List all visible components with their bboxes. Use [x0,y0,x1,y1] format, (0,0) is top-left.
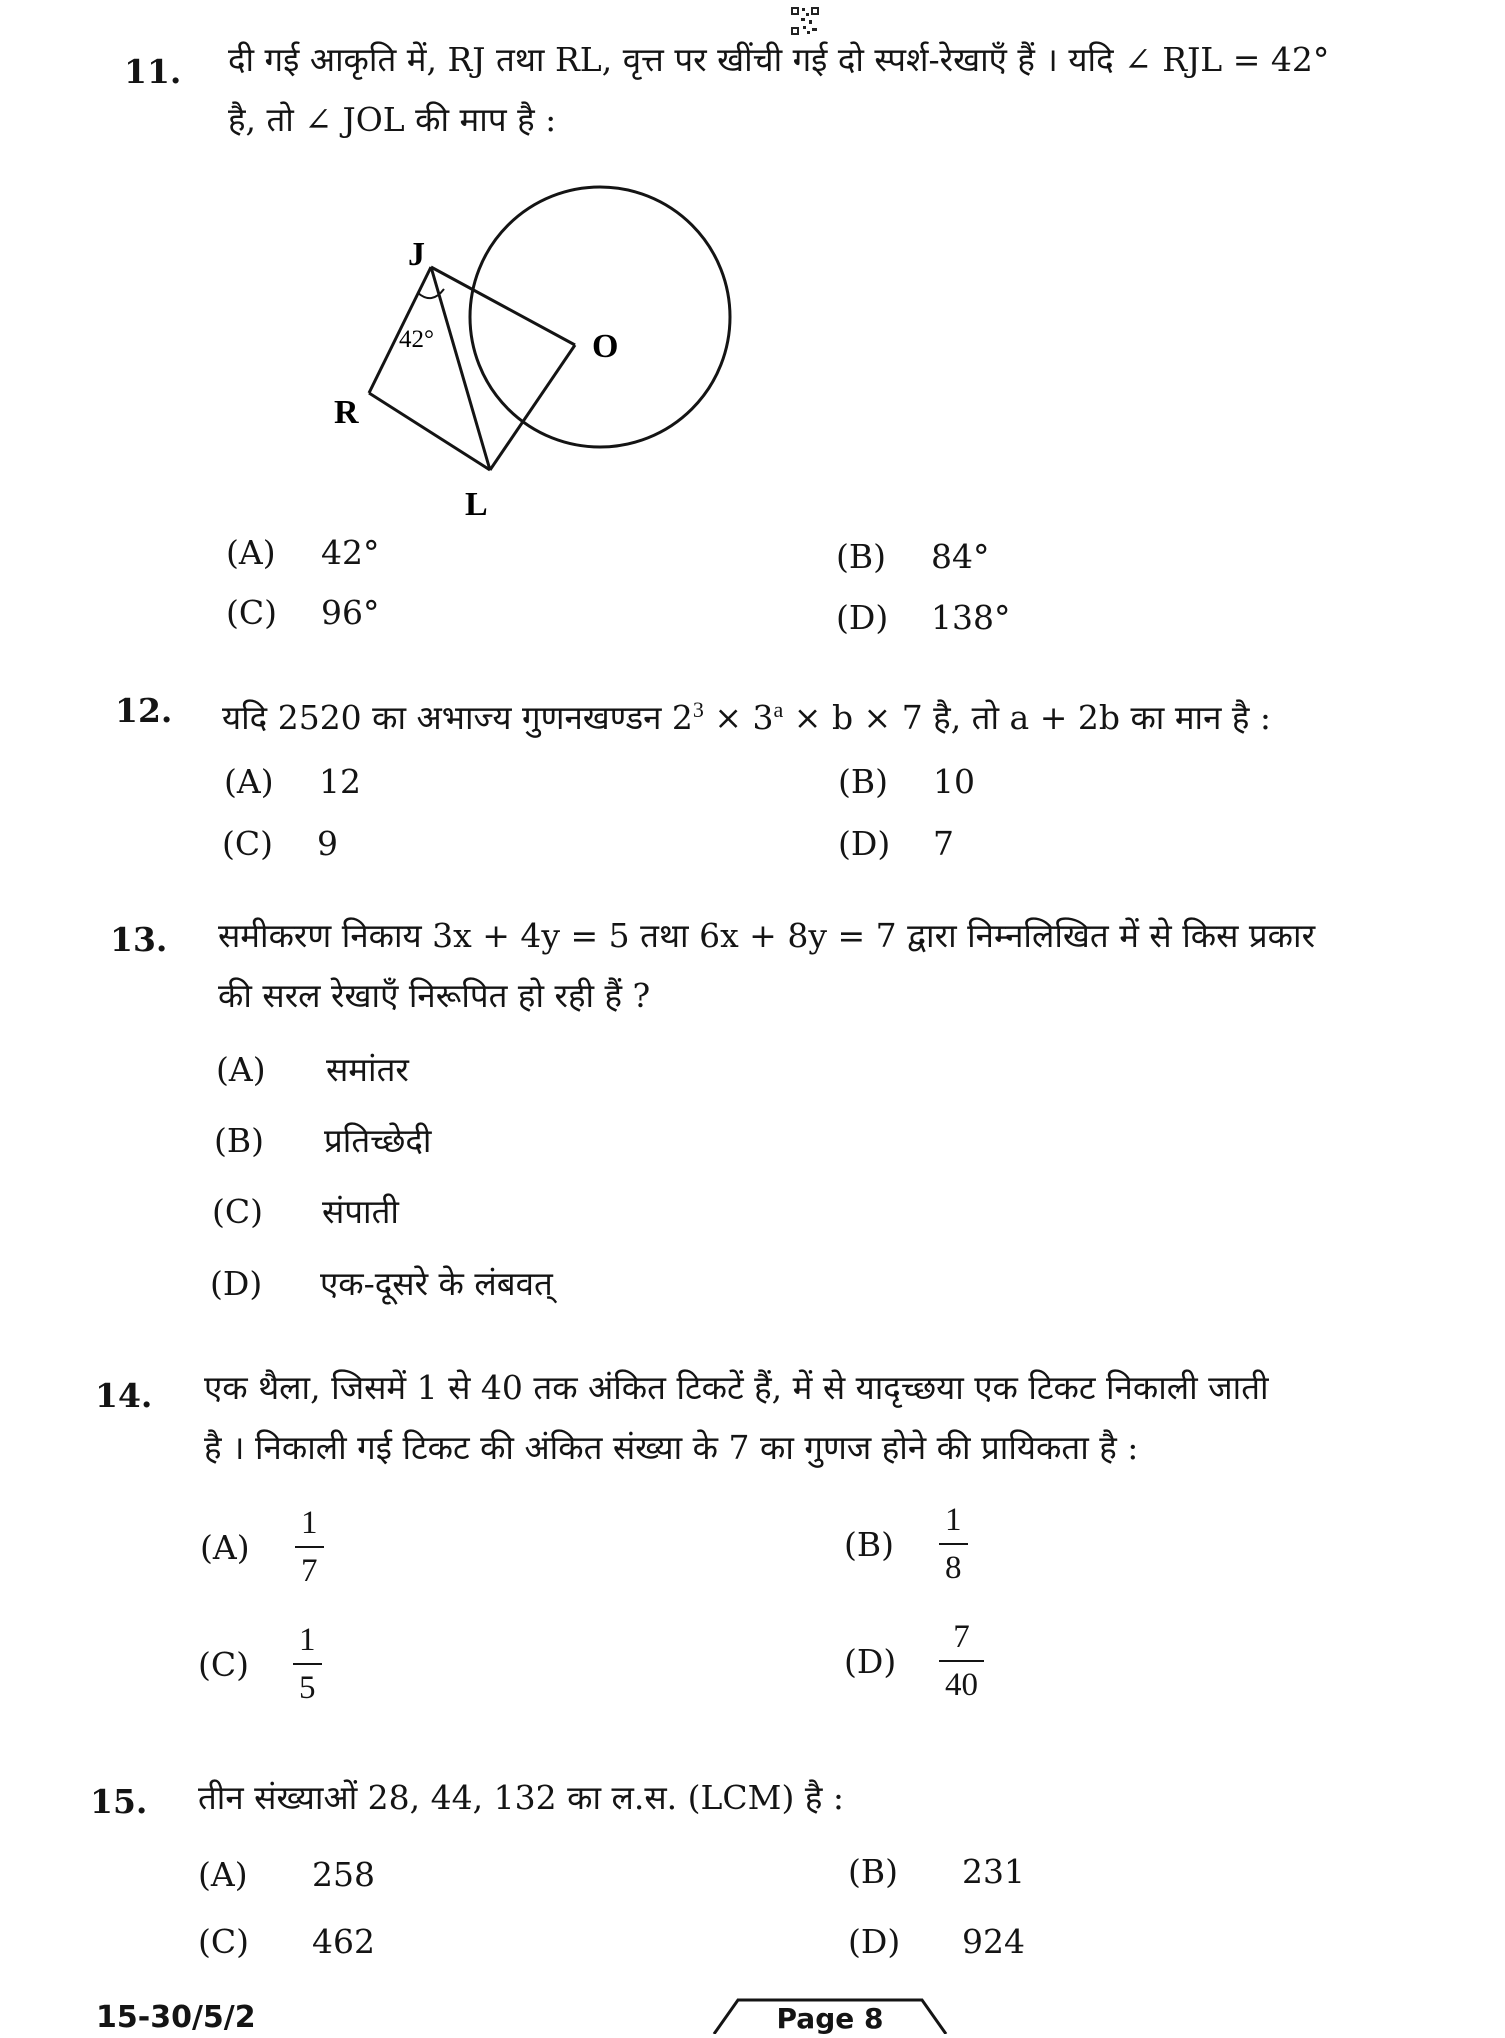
option-b[interactable] [838,762,975,801]
label-l: L [465,486,488,523]
option-label: (A) [216,1050,266,1089]
option-c[interactable] [222,824,338,863]
numerator: 1 [299,1622,316,1658]
question-number: 11. [124,52,182,91]
option-label: (C) [226,593,277,632]
option-b[interactable] [836,537,990,576]
option-c[interactable] [198,1617,322,1711]
circle [470,187,730,447]
option-value: 7 [933,824,954,863]
option-d[interactable] [838,824,954,863]
option-b[interactable] [214,1117,431,1162]
exponent: 3 [692,697,704,722]
option-label: (D) [838,824,891,863]
option-value: 10 [933,762,975,801]
denominator: 40 [939,1660,984,1708]
question-text [204,1358,1494,1478]
option-label: (B) [848,1852,898,1891]
page-number: Page 8 [776,2002,884,2035]
option-value: 9 [317,824,338,863]
option-label: (A) [224,762,274,801]
option-label: (D) [848,1922,901,1961]
label-r: R [334,394,359,431]
radius-ol [490,345,575,470]
option-label: (A) [226,533,276,572]
question-text-part: × 3 [703,698,774,737]
option-value: 924 [962,1922,1025,1961]
question-text-line: है । निकाली गई टिकट की अंकित संख्या के 7 का गुणज होने की प्रायिकता है : [204,1428,1139,1467]
option-value: 231 [962,1852,1025,1891]
question-number: 12. [115,691,173,730]
option-label: (B) [838,762,888,801]
question-text-line: है, तो ∠ JOL की माप है : [228,100,557,139]
option-value: 84° [931,537,990,576]
label-o: O [592,328,619,365]
tangent-circle-figure [320,175,740,530]
denominator: 8 [939,1543,968,1591]
option-value: समांतर [326,1050,409,1089]
option-c[interactable] [212,1188,399,1233]
question-text-line: की सरल रेखाएँ निरूपित हो रही हैं ? [218,976,651,1015]
question-text [198,1768,1448,1828]
option-value: 96° [321,593,380,632]
option-value: 138° [931,598,1011,637]
question-text-part: × b × 7 है, तो a + 2b का मान है : [783,698,1272,737]
question-text [218,906,1488,1026]
question-text-part: यदि 2520 का अभाज्य गुणनखण्डन 2 [222,698,693,737]
option-value: 42° [321,533,380,572]
fraction [939,1614,984,1708]
question-number: 13. [110,920,168,959]
option-label: (C) [222,824,273,863]
option-d[interactable] [844,1614,984,1708]
option-value: प्रतिच्छेदी [324,1121,432,1160]
option-label: (C) [198,1922,249,1961]
denominator: 7 [295,1546,324,1594]
option-label: (D) [844,1641,897,1681]
option-a[interactable] [226,533,380,572]
question-text [228,30,1478,150]
paper-code: 15-30/5/2 [96,2000,256,2035]
option-value: 258 [312,1855,375,1894]
option-value: 462 [312,1922,375,1961]
option-label: (D) [210,1264,263,1303]
option-label: (B) [836,537,886,576]
question-text-line: तीन संख्याओं 28, 44, 132 का ल.स. (LCM) है : [198,1778,844,1817]
option-label: (A) [198,1855,248,1894]
question-number: 14. [95,1376,153,1415]
option-a[interactable] [224,762,361,801]
option-label: (A) [200,1527,250,1567]
option-d[interactable] [836,598,1011,637]
option-c[interactable] [226,593,380,632]
radius-oj [431,267,575,345]
option-b[interactable] [848,1852,1025,1891]
option-d[interactable] [848,1922,1025,1961]
question-text [222,680,1472,748]
page-number-badge [710,1994,950,2034]
option-value: संपाती [322,1192,399,1231]
denominator: 5 [293,1663,322,1711]
label-j: J [408,236,425,273]
numerator: 7 [953,1619,970,1655]
option-a[interactable] [198,1855,375,1894]
fraction [295,1500,324,1594]
option-label: (B) [844,1524,894,1564]
option-label: (C) [212,1192,263,1231]
fraction [293,1617,322,1711]
option-a[interactable] [200,1500,324,1594]
question-text-line: दी गई आकृति में, RJ तथा RL, वृत्त पर खींची गई दो स्पर्श-रेखाएँ हैं । यदि ∠ RJL = 42° [228,40,1330,79]
numerator: 1 [945,1502,962,1538]
option-c[interactable] [198,1922,375,1961]
question-number: 15. [90,1782,148,1821]
exponent: a [773,697,784,722]
angle-label: 42° [399,326,434,353]
fraction [939,1497,968,1591]
option-label: (D) [836,598,889,637]
option-label: (B) [214,1121,264,1160]
question-text-line: एक थैला, जिसमें 1 से 40 तक अंकित टिकटें हैं, में से यादृच्छया एक टिकट निकाली जाती [204,1368,1269,1407]
option-label: (C) [198,1644,249,1684]
option-value: 12 [319,762,361,801]
option-value: एक-दूसरे के लंबवत् [320,1264,553,1303]
option-a[interactable] [216,1046,409,1091]
numerator: 1 [301,1505,318,1541]
question-text-line: समीकरण निकाय 3x + 4y = 5 तथा 6x + 8y = 7 द्वारा निम्नलिखित में से किस प्रकार [218,916,1316,955]
option-b[interactable] [844,1497,968,1591]
option-d[interactable] [210,1260,553,1305]
